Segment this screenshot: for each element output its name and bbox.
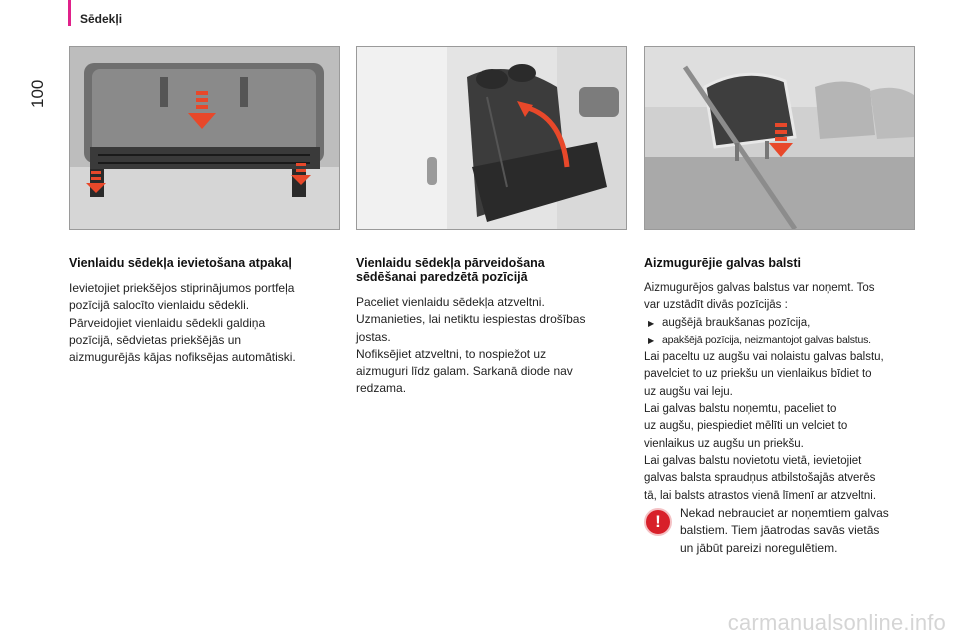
warning-text — [680, 505, 889, 557]
column-bench-back — [69, 256, 341, 366]
column-bench-seating — [356, 256, 628, 398]
page-number-wrap — [28, 70, 48, 110]
col3-line-1: pavelciet to uz priekšu un vienlaikus bīdiet to — [644, 368, 872, 381]
column-head-restraints — [644, 256, 916, 505]
accent-bar — [68, 0, 71, 26]
col3-line-2: uz augšu vai leju. — [644, 385, 733, 398]
bullet-item — [644, 315, 916, 332]
col2-line-1: Uzmanieties, lai netiktu iespiestas drošības — [356, 312, 586, 327]
col1-line-4: aizmugurējās kājas nofiksējas automātiski. — [69, 350, 296, 365]
bullet-text: augšējā braukšanas pozīcija, — [662, 316, 811, 329]
photo-folded-bench — [69, 46, 340, 230]
heading-line-1: Vienlaidu sēdekļa pārveidošana — [356, 256, 545, 270]
heading-bench-seating — [356, 256, 628, 284]
col2-line-5: redzama. — [356, 381, 407, 396]
photo-head-restraints — [644, 46, 915, 230]
col3-intro-0: Aizmugurējos galvas balstus var noņemt. Tos — [644, 282, 875, 294]
triangle-bullet-icon: ▶ — [648, 335, 654, 345]
warning-line-0: Nekad nebrauciet ar noņemtiem galvas — [680, 506, 889, 520]
heading-line-2: sēdēšanai paredzētā pozīcijā — [356, 270, 528, 284]
section-label: Sēdekļi — [80, 12, 123, 26]
col2-line-0: Paceliet vienlaidu sēdekļa atzveltni. — [356, 295, 545, 309]
col3-line-5: vienlaikus uz augšu un priekšu. — [644, 437, 804, 450]
col1-line-0: Ievietojiet priekšējos stiprinājumos portfeļa — [69, 281, 295, 295]
col3-line-7: galvas balsta spraudņus atbilstošajās atverēs — [644, 472, 876, 485]
page-number: 100 — [28, 79, 47, 108]
col3-line-0: Lai paceltu uz augšu vai nolaistu galvas balstu, — [644, 351, 884, 364]
warning-line-2: un jābūt pareizi noregulētiem. — [680, 540, 838, 555]
photo-bench-interior — [356, 46, 627, 230]
exclamation-icon: ! — [644, 508, 672, 536]
col3-line-6: Lai galvas balstu novietotu vietā, ievietojiet — [644, 454, 862, 467]
col1-line-3: pozīcijā, sēdvietas priekšējās un — [69, 332, 242, 347]
warning-line-1: balstiem. Tiem jāatrodas savās vietās — [680, 523, 880, 538]
col1-line-2: Pārveidojiet vienlaidu sēdekli galdiņa — [69, 315, 266, 330]
col2-line-4: aizmuguri līdz galam. Sarkanā diode nav — [356, 364, 573, 379]
col2-line-3: Nofiksējiet atzveltni, to nospiežot uz — [356, 346, 547, 361]
heading-bench-back: Vienlaidu sēdekļa ievietošana atpakaļ — [69, 256, 292, 270]
col3-line-8: tā, lai balsts atrastos vienā līmenī ar atzveltni. — [644, 489, 877, 502]
watermark: carmanualsonline.info — [727, 610, 946, 635]
heading-head-restraints: Aizmugurējie galvas balsti — [644, 256, 801, 270]
bullet-item — [644, 332, 916, 349]
col3-line-4: uz augšu, piespiediet mēlīti un velciet to — [644, 420, 848, 433]
warning-box — [644, 505, 916, 557]
triangle-bullet-icon: ▶ — [648, 318, 655, 328]
bullet-text: apakšējā pozīcija, neizmantojot galvas balstus. — [662, 333, 871, 346]
col2-line-2: jostas. — [356, 329, 391, 344]
col3-intro-1: var uzstādīt divās pozīcijās : — [644, 299, 788, 312]
col3-line-3: Lai galvas balstu noņemtu, paceliet to — [644, 403, 837, 416]
col1-line-1: pozīcijā salocīto vienlaidu sēdekli. — [69, 298, 250, 313]
